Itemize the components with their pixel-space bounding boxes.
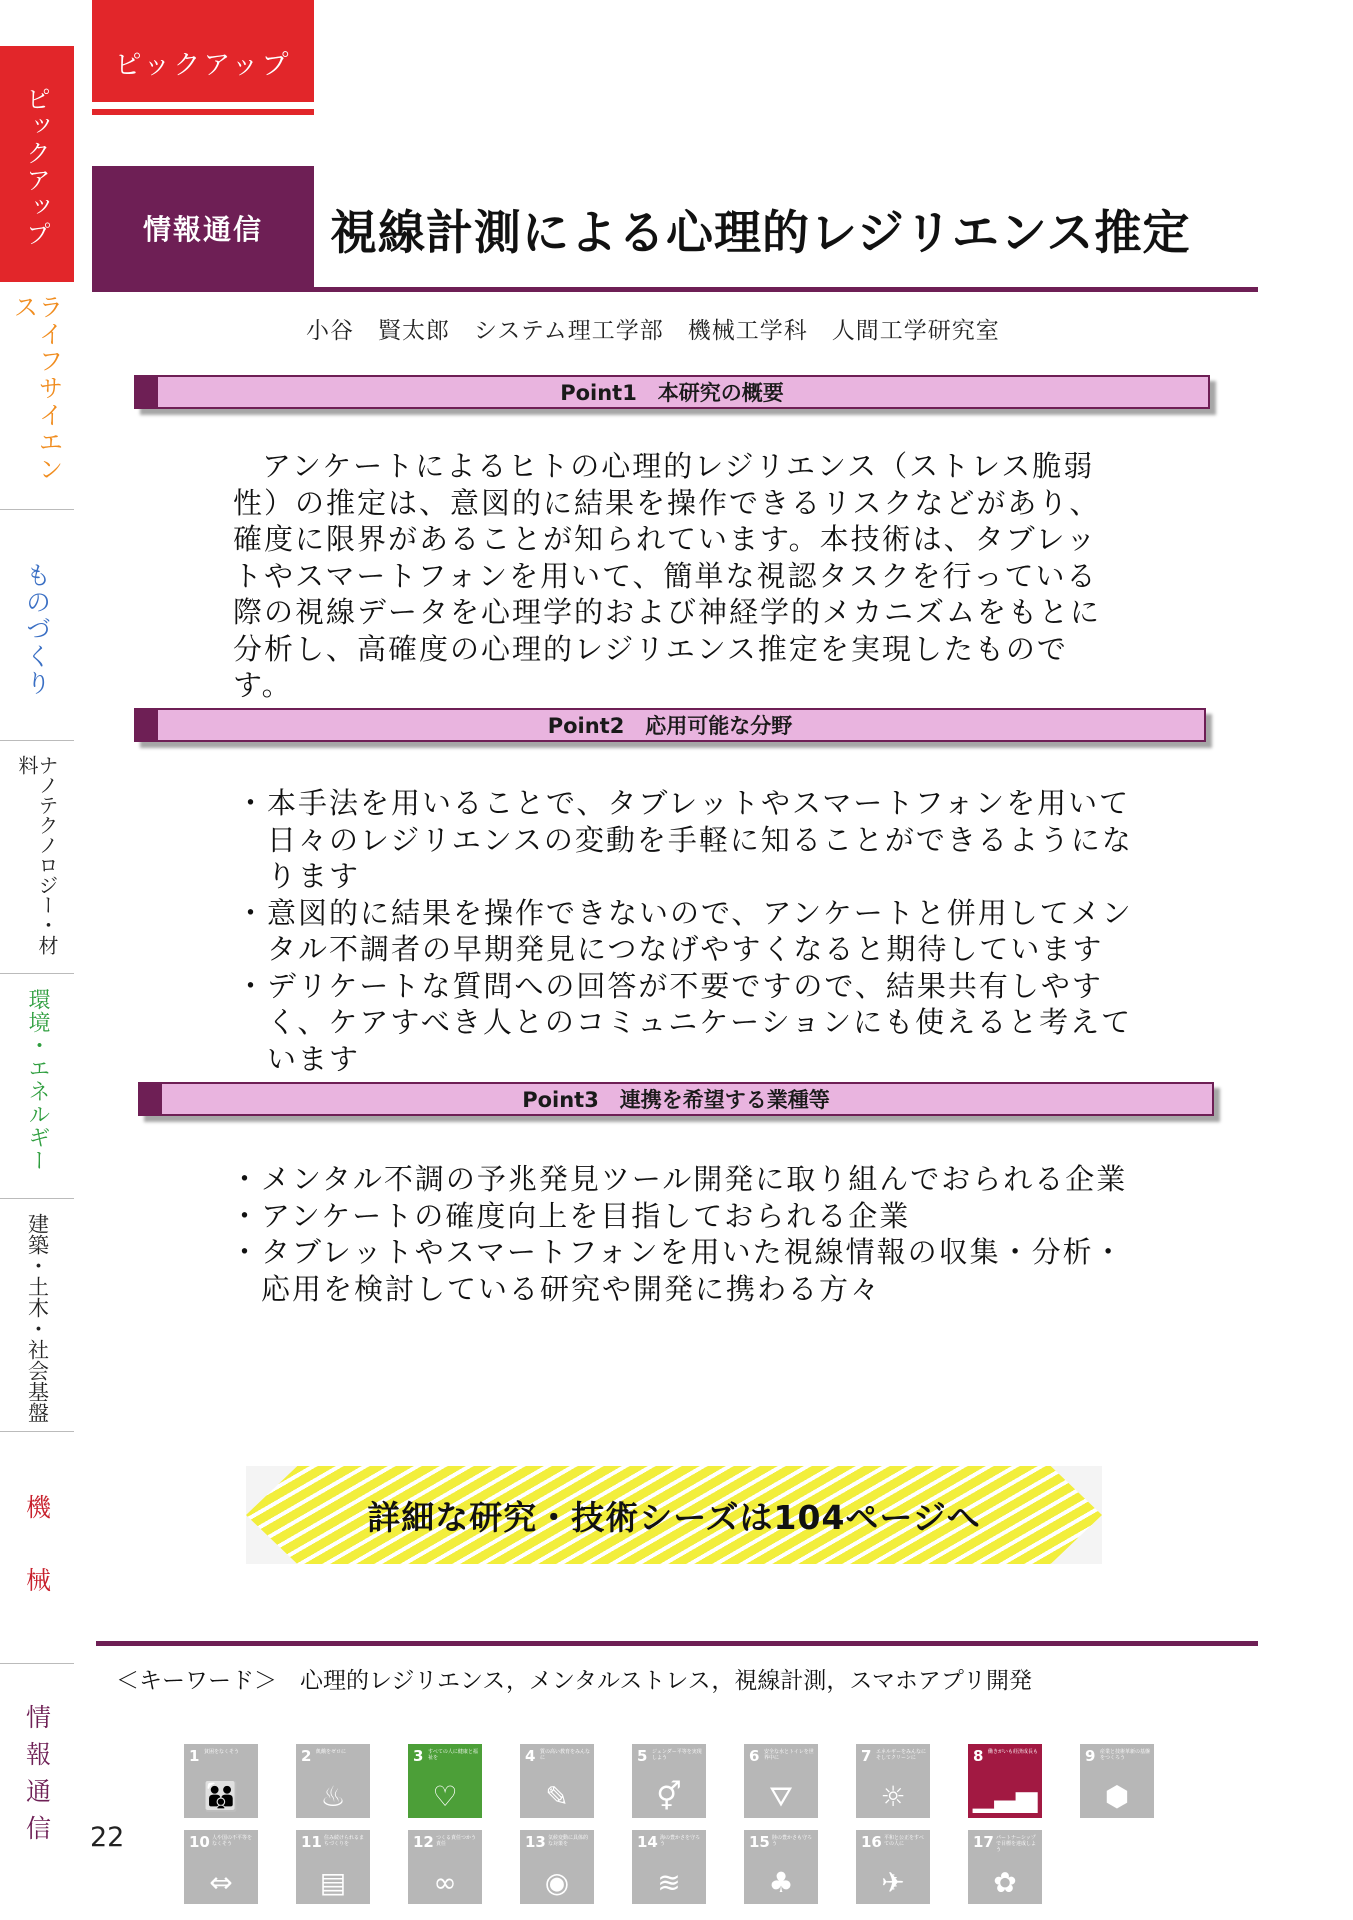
- title-divider: [92, 287, 1258, 292]
- point2-heading-text: Point2 応用可能な分野: [547, 714, 793, 738]
- side-tab-environment[interactable]: [0, 974, 74, 1198]
- eye-globe-icon: ◉: [544, 1866, 570, 1899]
- point1-paragraph: アンケートによるヒトの心理的レジリエンス（ストレス脆弱性）の推定は、意図的に結果を操作できるリスクなどがあり、確度に限界があることが知られています。本技術は、タブレットやスマートフォンを用いて、簡単な視認タスクを行っている際の視線データを心理学的および神経学的メカニズムをもとに分析し、高確度の心理的レジリエンス推定を実現したものです。: [233, 449, 1102, 702]
- sdg-goal-3: 3 すべての人に健康と福祉を ♡: [408, 1744, 482, 1818]
- gender-icon: ⚥: [656, 1780, 682, 1813]
- sdg-goal-7: 7 エネルギーをみんなにそしてクリーンに ☼: [856, 1744, 930, 1818]
- sdg-goal-13: 13 気候変動に具体的な対策を ◉: [520, 1830, 594, 1904]
- flower-icon: ✿: [993, 1866, 1017, 1899]
- tree-icon: ♣: [768, 1866, 794, 1899]
- point2-heading: [134, 708, 1206, 742]
- side-tab-label: 情報通信: [22, 1704, 52, 1852]
- infinity-icon: ∞: [433, 1866, 457, 1899]
- list-item-text: 本手法を用いることで、タブレットやスマートフォンを用いて日々のレジリエンスの変動を手軽に知ることができるようになります: [267, 786, 1133, 893]
- point3-heading: [138, 1082, 1214, 1116]
- sdg-goal-15: 15 陸の豊かさも守ろう ♣: [744, 1830, 818, 1904]
- side-tab-architecture[interactable]: [0, 1199, 74, 1431]
- point1-heading-text: Point1 本研究の概要: [560, 381, 784, 405]
- side-tab-label: 環境・エネルギー: [25, 988, 50, 1172]
- point3-list: [230, 1161, 1140, 1307]
- fish-icon: ≋: [657, 1866, 681, 1899]
- bullet-mark: ・: [236, 786, 268, 820]
- side-tab-machinery[interactable]: [0, 1432, 74, 1664]
- bullet-mark: ・: [230, 1198, 262, 1233]
- sdg-goal-16: 16 平和と公正をすべての人に ✈: [856, 1830, 930, 1904]
- side-tab-label: ものづくり: [22, 562, 52, 697]
- sdg-goal-4: 4 質の高い教育をみんなに ✎: [520, 1744, 594, 1818]
- side-tab-ict[interactable]: [0, 1664, 74, 1864]
- cubes-icon: ⬢: [1104, 1780, 1130, 1813]
- bullet-mark: ・: [236, 968, 268, 1003]
- list-item: [230, 1198, 1140, 1235]
- list-item: [236, 895, 1146, 968]
- sdg-goal-14: 14 海の豊かさを守ろう ≋: [632, 1830, 706, 1904]
- sdg-goal-10: 10 人や国の不平等をなくそう ⇔: [184, 1830, 258, 1904]
- sdg-goal-6: 6 安全な水とトイレを世界中に ⛛: [744, 1744, 818, 1818]
- sdg-goal-11: 11 住み続けられるまちづくりを ▤: [296, 1830, 370, 1904]
- list-item-text: アンケートの確度向上を目指しておられる企業: [261, 1198, 911, 1233]
- sdg-goal-12: 12 つくる責任つかう責任 ∞: [408, 1830, 482, 1904]
- list-item: [230, 1234, 1140, 1307]
- sdg-row-1: [184, 1744, 1154, 1818]
- side-tab-label: 機械: [22, 1494, 52, 1640]
- banner-text: 詳細な研究・技術シーズは104ページへ: [367, 1497, 981, 1537]
- people-icon: 👪: [203, 1780, 239, 1813]
- sun-icon: ☼: [880, 1780, 906, 1813]
- sdg-goal-1: 1 貧困をなくそう 👪: [184, 1744, 258, 1818]
- point2-list: [236, 785, 1146, 1077]
- seeds-link-banner[interactable]: [246, 1466, 1102, 1564]
- heartbeat-icon: ♡: [432, 1780, 458, 1813]
- keyword-divider: [96, 1641, 1258, 1646]
- list-item-text: デリケートな質問への回答が不要ですので、結果共有しやすく、ケアすべき人とのコミュニケーションにも使えると考えています: [267, 968, 1133, 1076]
- growth-icon: ▁▃▅: [972, 1780, 1038, 1813]
- sdg-goal-2: 2 飢餓をゼロに ♨: [296, 1744, 370, 1818]
- point3-heading-text: Point3 連携を希望する業種等: [522, 1088, 830, 1112]
- side-tab-label: ピックアップ: [22, 86, 52, 248]
- sdg-goal-8: 8 働きがいも経済成長も ▁▃▅: [968, 1744, 1042, 1818]
- author-line: 小谷 賢太郎 システム理工学部 機械工学科 人間工学研究室: [306, 318, 1000, 344]
- pickup-underline: [92, 109, 314, 115]
- side-tab-label: 建築・土木・社会基盤: [25, 1213, 50, 1423]
- list-item-text: 意図的に結果を操作できないので、アンケートと併用してメンタル不調者の早期発見につなげやすくなると期待しています: [267, 895, 1133, 966]
- list-item-text: メンタル不調の予兆発見ツール開発に取り組んでおられる企業: [261, 1162, 1128, 1196]
- side-tab-pickup[interactable]: [0, 46, 74, 282]
- list-item-text: タブレットやスマートフォンを用いた視線情報の収集・分析・応用を検討している研究や開発に携わる方々: [261, 1235, 1125, 1306]
- sdg-goal-5: 5 ジェンダー平等を実現しよう ⚥: [632, 1744, 706, 1818]
- side-tab-label: ライフサイエンス: [10, 294, 64, 483]
- list-item: [236, 968, 1146, 1078]
- equality-icon: ⇔: [209, 1866, 233, 1899]
- list-item: [230, 1161, 1140, 1198]
- page-title: 視線計測による心理的レジリエンス推定: [330, 206, 1191, 261]
- side-tab-label: ナノテクノロジー・材料: [15, 755, 59, 955]
- sdg-goal-9: 9 産業と技術革新の基盤をつくろう ⬢: [1080, 1744, 1154, 1818]
- page-number: 22: [90, 1822, 125, 1853]
- side-tab-nanotech[interactable]: [0, 741, 74, 973]
- bullet-mark: ・: [230, 1235, 262, 1269]
- list-item: [236, 785, 1146, 895]
- bowl-icon: ♨: [320, 1780, 346, 1813]
- water-icon: ⛛: [769, 1780, 793, 1813]
- bullet-mark: ・: [230, 1162, 262, 1196]
- point1-body: [233, 448, 1125, 704]
- sdg-row-2: [184, 1830, 1042, 1904]
- book-icon: ✎: [545, 1780, 569, 1813]
- bullet-mark: ・: [236, 895, 268, 930]
- sdg-goal-17: 17 パートナーシップで目標を達成しよう ✿: [968, 1830, 1042, 1904]
- side-tab-life-science[interactable]: [0, 290, 74, 505]
- pickup-header-tab: ピックアップ: [92, 0, 314, 102]
- category-label: 情報通信: [92, 166, 314, 290]
- keywords-line: ＜キーワード＞ 心理的レジリエンス，メンタルストレス，視線計測，スマホアプリ開発: [116, 1668, 1032, 1694]
- dove-icon: ✈: [881, 1866, 905, 1899]
- city-icon: ▤: [319, 1866, 347, 1899]
- point1-heading: [134, 375, 1210, 409]
- side-tab-monozukuri[interactable]: [0, 510, 74, 740]
